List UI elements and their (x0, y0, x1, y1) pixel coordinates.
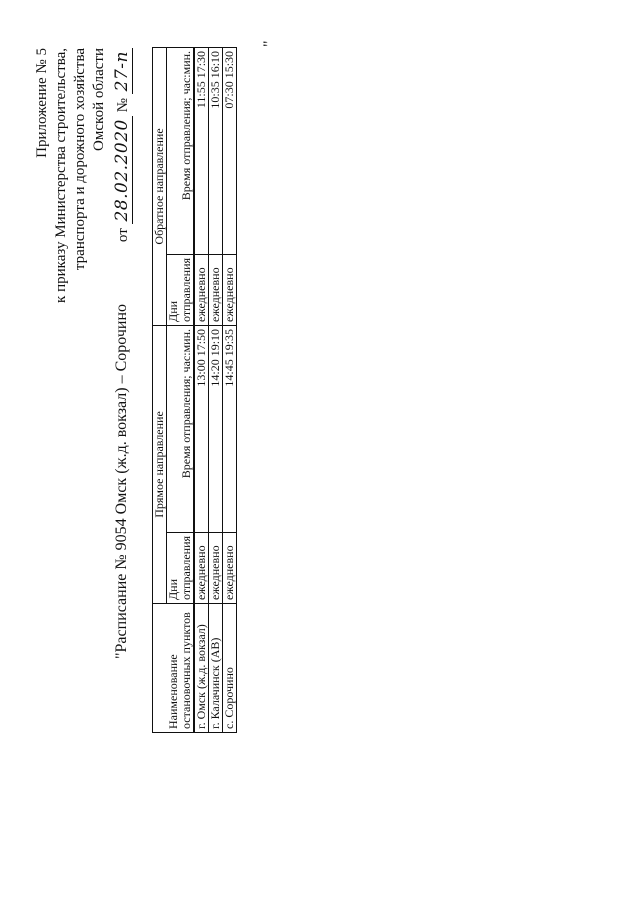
closing-quote: " (261, 40, 278, 47)
reverse-days: ежедневно (223, 254, 237, 325)
handwritten-date: 28.02.2020 (113, 116, 133, 224)
appendix-ministry-line-2: транспорта и дорожного хозяйства (72, 48, 88, 271)
handwritten-number: 27-п (113, 48, 133, 94)
stop-name: г. Калачинск (АВ) (209, 604, 223, 733)
header-reverse-direction: Обратное направление (153, 47, 167, 325)
reverse-time: 07:30 15:30 (223, 47, 237, 254)
reverse-days: ежедневно (209, 254, 223, 325)
header-reverse-time: Время отправления; час:мин. (167, 47, 195, 254)
direct-days: ежедневно (194, 532, 209, 603)
reverse-time: 11:55 17:30 (194, 47, 209, 254)
stop-name: г. Омск (ж.д. вокзал) (194, 604, 209, 733)
direct-days: ежедневно (209, 532, 223, 603)
from-label: от (115, 228, 131, 243)
direct-time: 14:20 19:10 (209, 325, 223, 532)
header-direct-time: Время отправления; час:мин. (167, 325, 195, 532)
header-reverse-days: Дни отправления (167, 254, 195, 325)
table-row (209, 47, 223, 732)
schedule-table (152, 47, 237, 733)
table-row (223, 47, 237, 732)
direct-time: 14:45 19:35 (223, 325, 237, 532)
appendix-number: Приложение № 5 (34, 48, 50, 158)
reverse-days: ежедневно (194, 254, 209, 325)
header-direct-direction: Прямое направление (153, 325, 167, 603)
header-direct-days: Дни отправления (167, 532, 195, 603)
table-row (194, 47, 209, 732)
appendix-ministry-line: к приказу Министерства строительства, (53, 48, 69, 303)
stop-name: с. Сорочино (223, 604, 237, 733)
direct-days: ежедневно (223, 532, 237, 603)
reverse-time: 10:35 16:10 (209, 47, 223, 254)
schedule-title: "Расписание № 9054 Омск (ж.д. вокзал) – Сорочино (113, 303, 130, 659)
direct-time: 13:00 17:50 (194, 325, 209, 532)
header-stop-name: Наименование остановочных пунктов (153, 604, 195, 733)
number-label: № (115, 98, 131, 113)
appendix-region: Омской области (91, 48, 107, 151)
